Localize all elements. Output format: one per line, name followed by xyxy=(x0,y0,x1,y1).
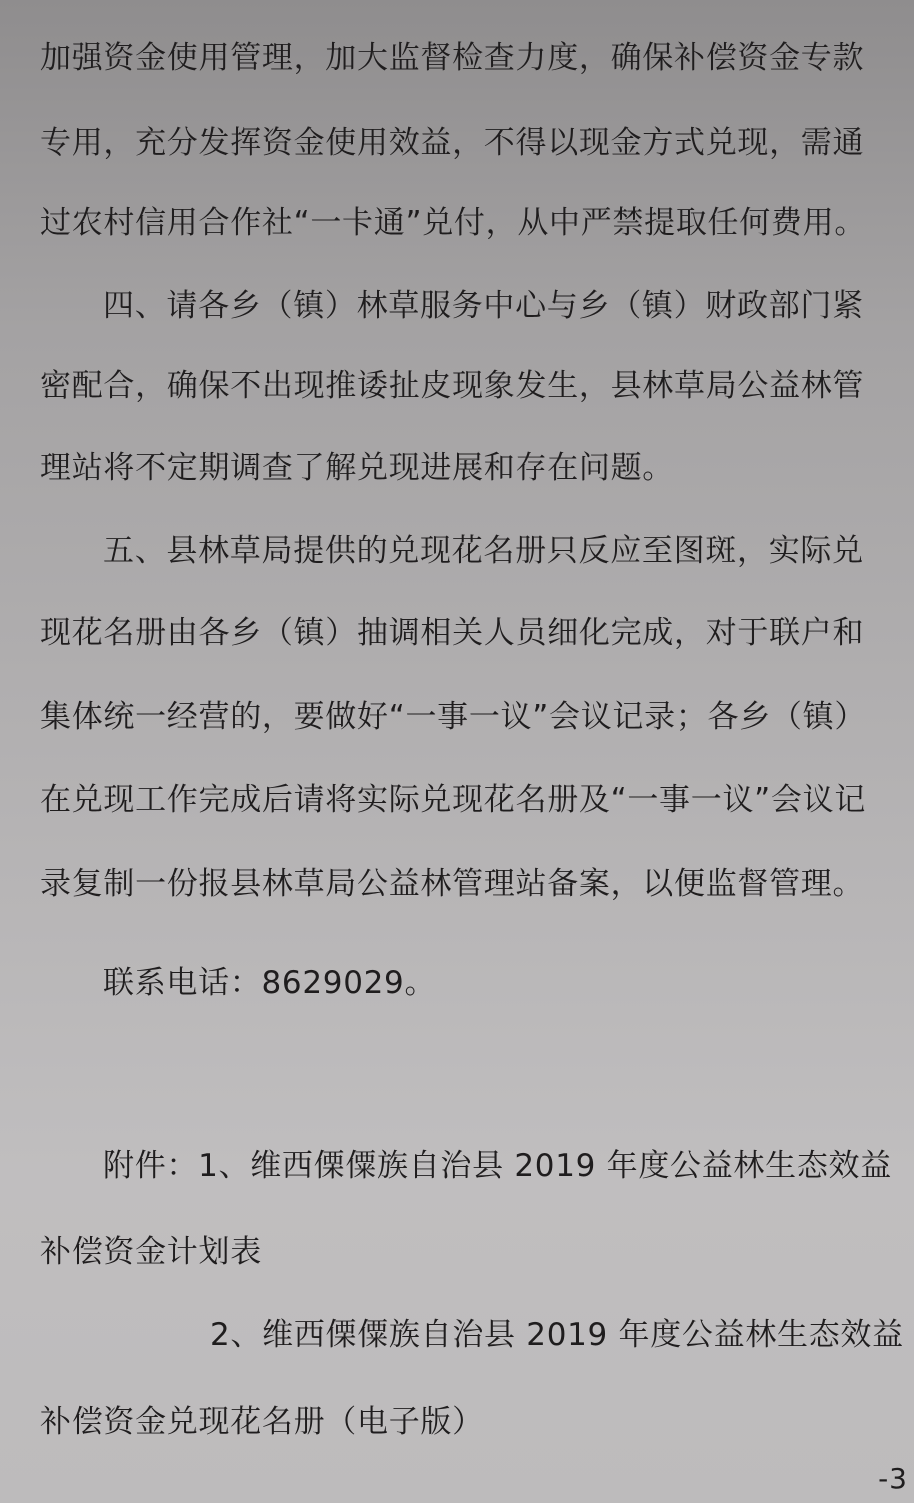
attachment-line: 补偿资金计划表 xyxy=(40,1234,262,1270)
page-number: -3 xyxy=(878,1462,908,1495)
attachment-line: 2、维西傈僳族自治县 2019 年度公益林生态效益 xyxy=(210,1317,904,1353)
paragraph-line: 录复制一份报县林草局公益林管理站备案，以便监督管理。 xyxy=(40,866,865,902)
paragraph-line: 在兑现工作完成后请将实际兑现花名册及“一事一议”会议记 xyxy=(40,782,867,818)
paragraph-line: 现花名册由各乡（镇）抽调相关人员细化完成，对于联户和 xyxy=(40,615,865,651)
contact-phone-line: 联系电话：8629029。 xyxy=(103,965,437,1001)
attachment-line: 附件：1、维西傈僳族自治县 2019 年度公益林生态效益 xyxy=(103,1148,892,1184)
paragraph-line: 加强资金使用管理，加大监督检查力度，确保补偿资金专款 xyxy=(40,40,865,76)
paragraph-line: 理站将不定期调查了解兑现进展和存在问题。 xyxy=(40,450,674,486)
paragraph-line: 专用，充分发挥资金使用效益，不得以现金方式兑现，需通 xyxy=(40,125,865,161)
paragraph-line: 密配合，确保不出现推诿扯皮现象发生，县林草局公益林管 xyxy=(40,368,865,404)
paragraph-line: 集体统一经营的，要做好“一事一议”会议记录；各乡（镇） xyxy=(40,699,867,735)
attachment-line: 补偿资金兑现花名册（电子版） xyxy=(40,1404,484,1440)
paragraph-line: 过农村信用合作社“一卡通”兑付，从中严禁提取任何费用。 xyxy=(40,205,867,241)
paragraph-line: 五、县林草局提供的兑现花名册只反应至图斑，实际兑 xyxy=(103,533,864,569)
paragraph-line: 四、请各乡（镇）林草服务中心与乡（镇）财政部门紧 xyxy=(103,288,864,324)
